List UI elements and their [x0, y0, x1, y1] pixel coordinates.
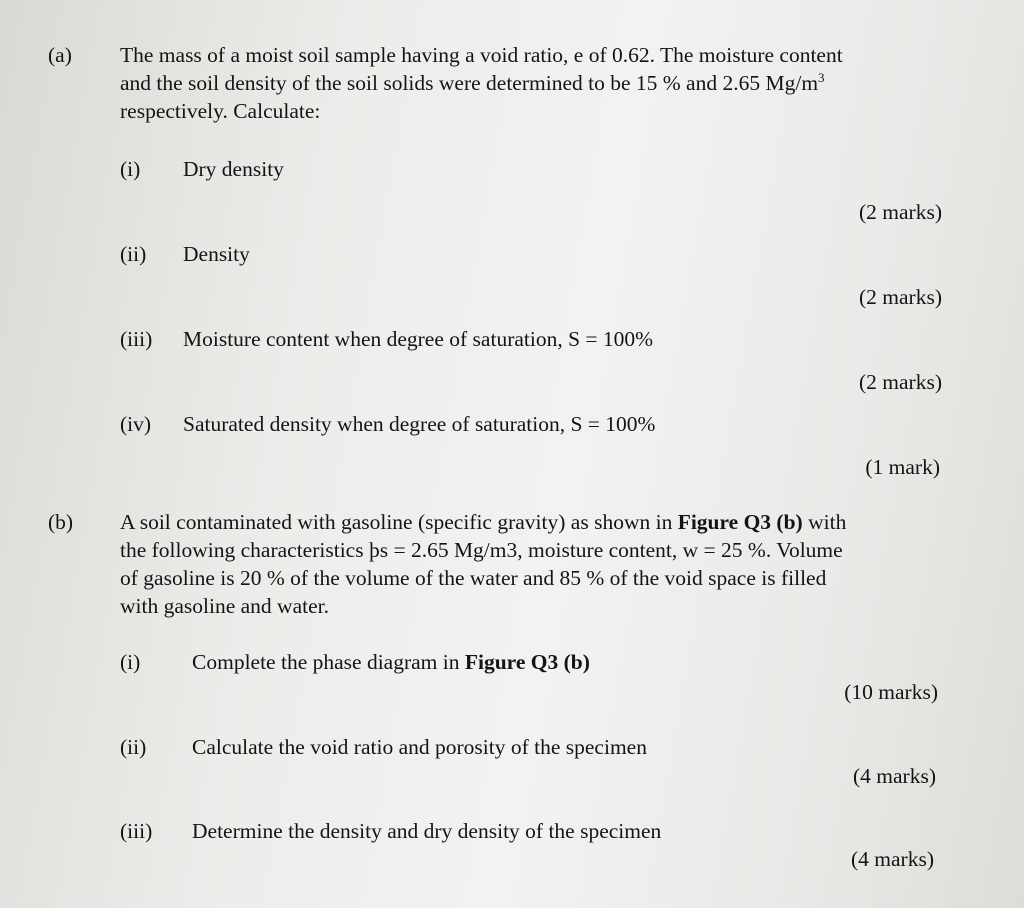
part-a-item-i-text: Dry density: [183, 157, 284, 181]
part-a-item-iii-text: Moisture content when degree of saturation, S = 100%: [183, 327, 654, 351]
part-a-item-ii-num: (ii): [120, 242, 147, 266]
part-b-line-3: of gasoline is 20 % of the volume of the water and 85 % of the void space is filled: [120, 566, 827, 590]
part-a-item-iii-num: (iii): [120, 327, 153, 351]
figure-reference: Figure Q3 (b): [464, 650, 590, 674]
part-b-item-ii-num: (ii): [120, 735, 147, 759]
part-b-item-iii-text: Determine the density and dry density of the specimen: [192, 819, 662, 843]
part-a-item-iv-marks: (1 mark): [865, 455, 940, 479]
part-b-line-1-post: with: [802, 510, 847, 534]
part-b-item-ii-text: Calculate the void ratio and porosity of the specimen: [192, 735, 647, 759]
part-a-item-iii-marks: (2 marks): [859, 370, 942, 394]
part-a-intro-line-3: respectively. Calculate:: [120, 99, 321, 123]
part-a-item-i-num: (i): [120, 157, 141, 181]
part-a-intro-line-1: The mass of a moist soil sample having a void ratio, e of 0.62. The moisture content: [120, 43, 843, 67]
figure-reference: Figure Q3 (b): [677, 510, 803, 534]
part-a-item-ii-marks: (2 marks): [859, 285, 942, 309]
part-a-item-i-marks: (2 marks): [859, 200, 942, 224]
part-b-item-iii-marks: (4 marks): [851, 847, 934, 871]
part-b-item-i-marks: (10 marks): [844, 680, 938, 704]
part-b-line-4: with gasoline and water.: [120, 594, 329, 618]
part-a-item-ii-text: Density: [183, 242, 250, 266]
part-a-label: (a): [48, 43, 72, 67]
part-b-line-2: the following characteristics þs = 2.65 Mg/m3, moisture content, w = 25 %. Volume: [120, 538, 843, 562]
part-a-item-iv-num: (iv): [120, 412, 152, 436]
part-b-item-i-text: [192, 648, 590, 676]
part-a-item-iv-text: Saturated density when degree of saturation, S = 100%: [183, 412, 656, 436]
part-b-label: (b): [48, 510, 74, 534]
unit-superscript: 3: [818, 69, 825, 85]
part-a-intro-line-2: [120, 69, 825, 97]
part-b-item-i-text-pre: Complete the phase diagram in: [192, 650, 465, 674]
part-b-item-i-num: (i): [120, 650, 141, 674]
part-b-line-1: [120, 508, 846, 536]
part-b-line-1-pre: A soil contaminated with gasoline (specific gravity) as shown in: [120, 510, 678, 534]
part-b-item-ii-marks: (4 marks): [853, 764, 936, 788]
part-b-item-iii-num: (iii): [120, 819, 153, 843]
part-a-intro-line-2-text: and the soil density of the soil solids were determined to be 15 % and 2.65 Mg/m: [120, 71, 819, 95]
